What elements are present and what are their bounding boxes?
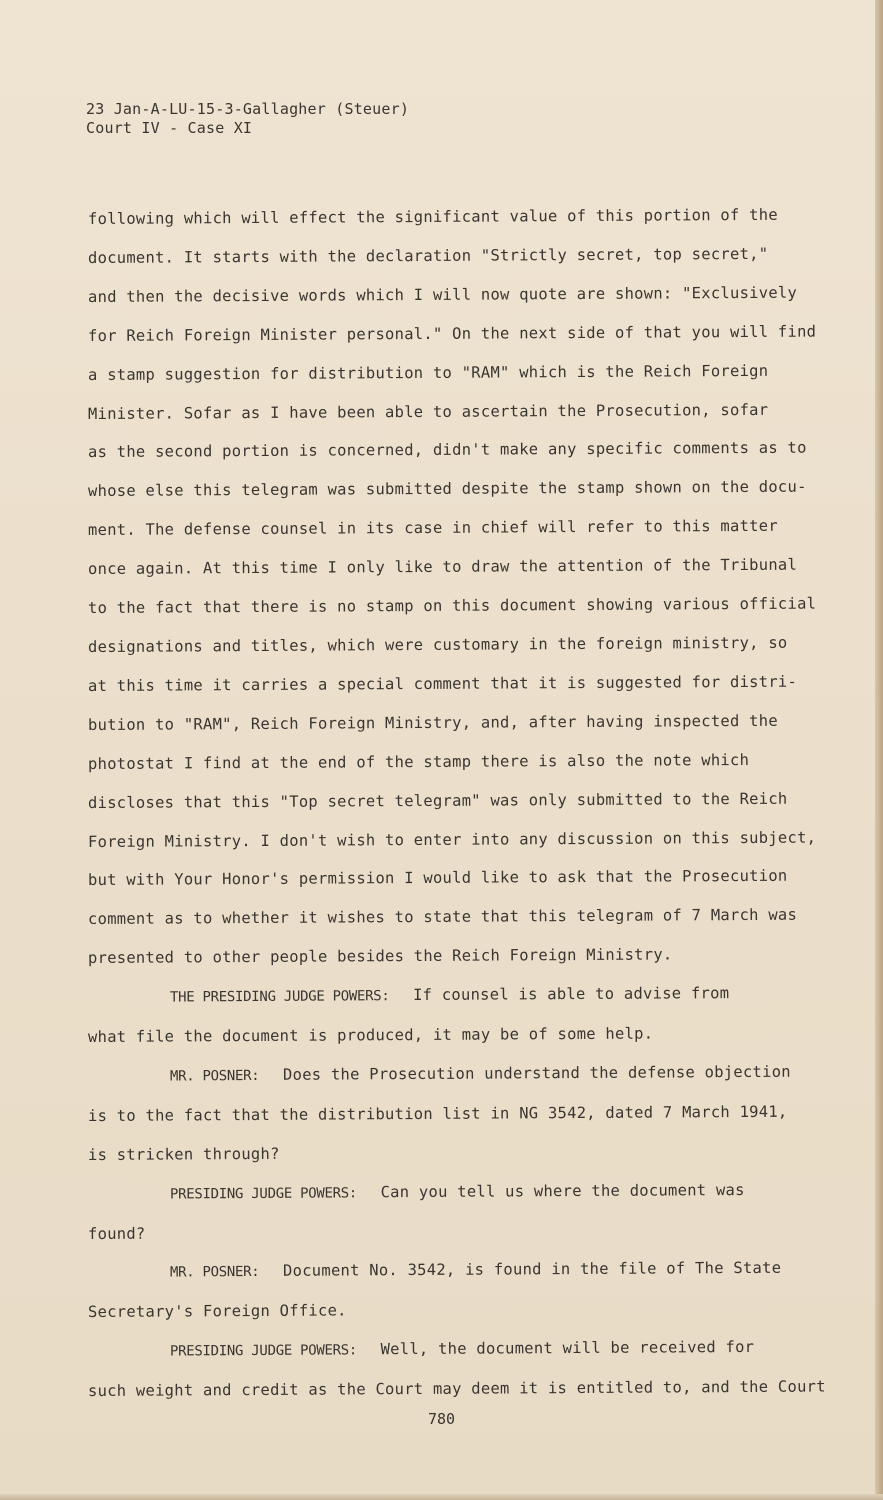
speaker-text: Well, the document will be received for — [380, 1338, 755, 1359]
body-line: for Reich Foreign Minister personal." On the next side of that you will find — [87, 322, 817, 345]
body-line: whose else this telegram was submitted despite the stamp shown on the docu- — [87, 477, 807, 501]
body-line: discloses that this "Top secret telegram" was only submitted to the Reich — [87, 789, 788, 812]
page-number: 780 — [427, 1410, 456, 1428]
body-line: Foreign Ministry. I don't wish to enter into any discussion on this subject, — [87, 828, 817, 851]
speaker-text: If counsel is able to advise from — [413, 984, 730, 1005]
body-line: at this time it carries a special comment that it is suggested for distri- — [87, 672, 798, 695]
speaker-label: MR. POSNER: — [169, 1264, 260, 1281]
speaker-line — [88, 1170, 833, 1214]
speaker-label: PRESIDING JUDGE POWERS: — [169, 1185, 358, 1203]
body-line: Secretary's Foreign Office. — [87, 1301, 347, 1322]
speaker-line — [88, 974, 833, 1018]
body-line: Minister. Sofar as I have been able to ascertain the Prosecution, sofar — [87, 400, 769, 423]
body-line: to the fact that there is no stamp on this document showing various official — [87, 594, 817, 618]
speaker-line — [88, 1328, 833, 1372]
body-line: is to the fact that the distribution list in NG 3542, dated 7 March 1941, — [87, 1102, 788, 1125]
speaker-text: Does the Prosecution understand the defense objection — [282, 1062, 791, 1084]
speaker-label: THE PRESIDING JUDGE POWERS: — [169, 988, 390, 1006]
body-line: found? — [87, 1224, 146, 1243]
body-line: once again. At this time I only like to draw the attention of the Tribunal — [87, 555, 798, 579]
speaker-text: Document No. 3542, is found in the file of The State — [282, 1259, 782, 1281]
body-line: presented to other people besides the Reich Foreign Ministry. — [87, 945, 673, 968]
document-header — [86, 100, 409, 138]
body-line: a stamp suggestion for distribution to "RAM" which is the Reich Foreign — [87, 361, 769, 384]
body-line: what file the document is produced, it may be of some help. — [87, 1024, 654, 1047]
body-line: as the second portion is concerned, didn't make any specific comments as to — [87, 439, 807, 462]
body-line: bution to "RAM", Reich Foreign Ministry, and, after having inspected the — [87, 711, 778, 734]
body-line: photostat I find at the end of the stamp there is also the note which — [87, 750, 750, 773]
speaker-text: Can you tell us where the document was — [380, 1180, 745, 1201]
header-line-reference: 23 Jan-A-LU-15-3-Gallagher (Steuer) — [86, 100, 410, 118]
body-line: such weight and credit as the Court may deem it is entitled to, and the Court — [87, 1377, 826, 1401]
speaker-line — [88, 1249, 833, 1293]
body-line: comment as to whether it wishes to state that this telegram of 7 March was — [87, 905, 798, 929]
body-line: designations and titles, which were customary in the foreign ministry, so — [87, 633, 788, 656]
body-line: and then the decisive words which I will now quote are shown: "Exclusively — [87, 283, 798, 306]
body-line: ment. The defense counsel in its case in chief will refer to this matter — [87, 517, 778, 540]
body-line: is stricken through? — [87, 1144, 280, 1164]
speaker-label: PRESIDING JUDGE POWERS: — [169, 1342, 358, 1360]
speaker-label: MR. POSNER: — [169, 1067, 260, 1085]
page-edge-right — [875, 0, 883, 1500]
header-line-court: Court IV - Case XI — [86, 119, 253, 137]
body-line: document. It starts with the declaration "Strictly secret, top secret," — [87, 244, 769, 267]
body-line: following which will effect the significant value of this portion of the — [87, 205, 778, 228]
page-edge-bottom — [0, 1494, 883, 1500]
transcript-body — [88, 200, 833, 1411]
speaker-line — [88, 1052, 833, 1096]
body-line: but with Your Honor's permission I would like to ask that the Prosecution — [87, 867, 788, 890]
